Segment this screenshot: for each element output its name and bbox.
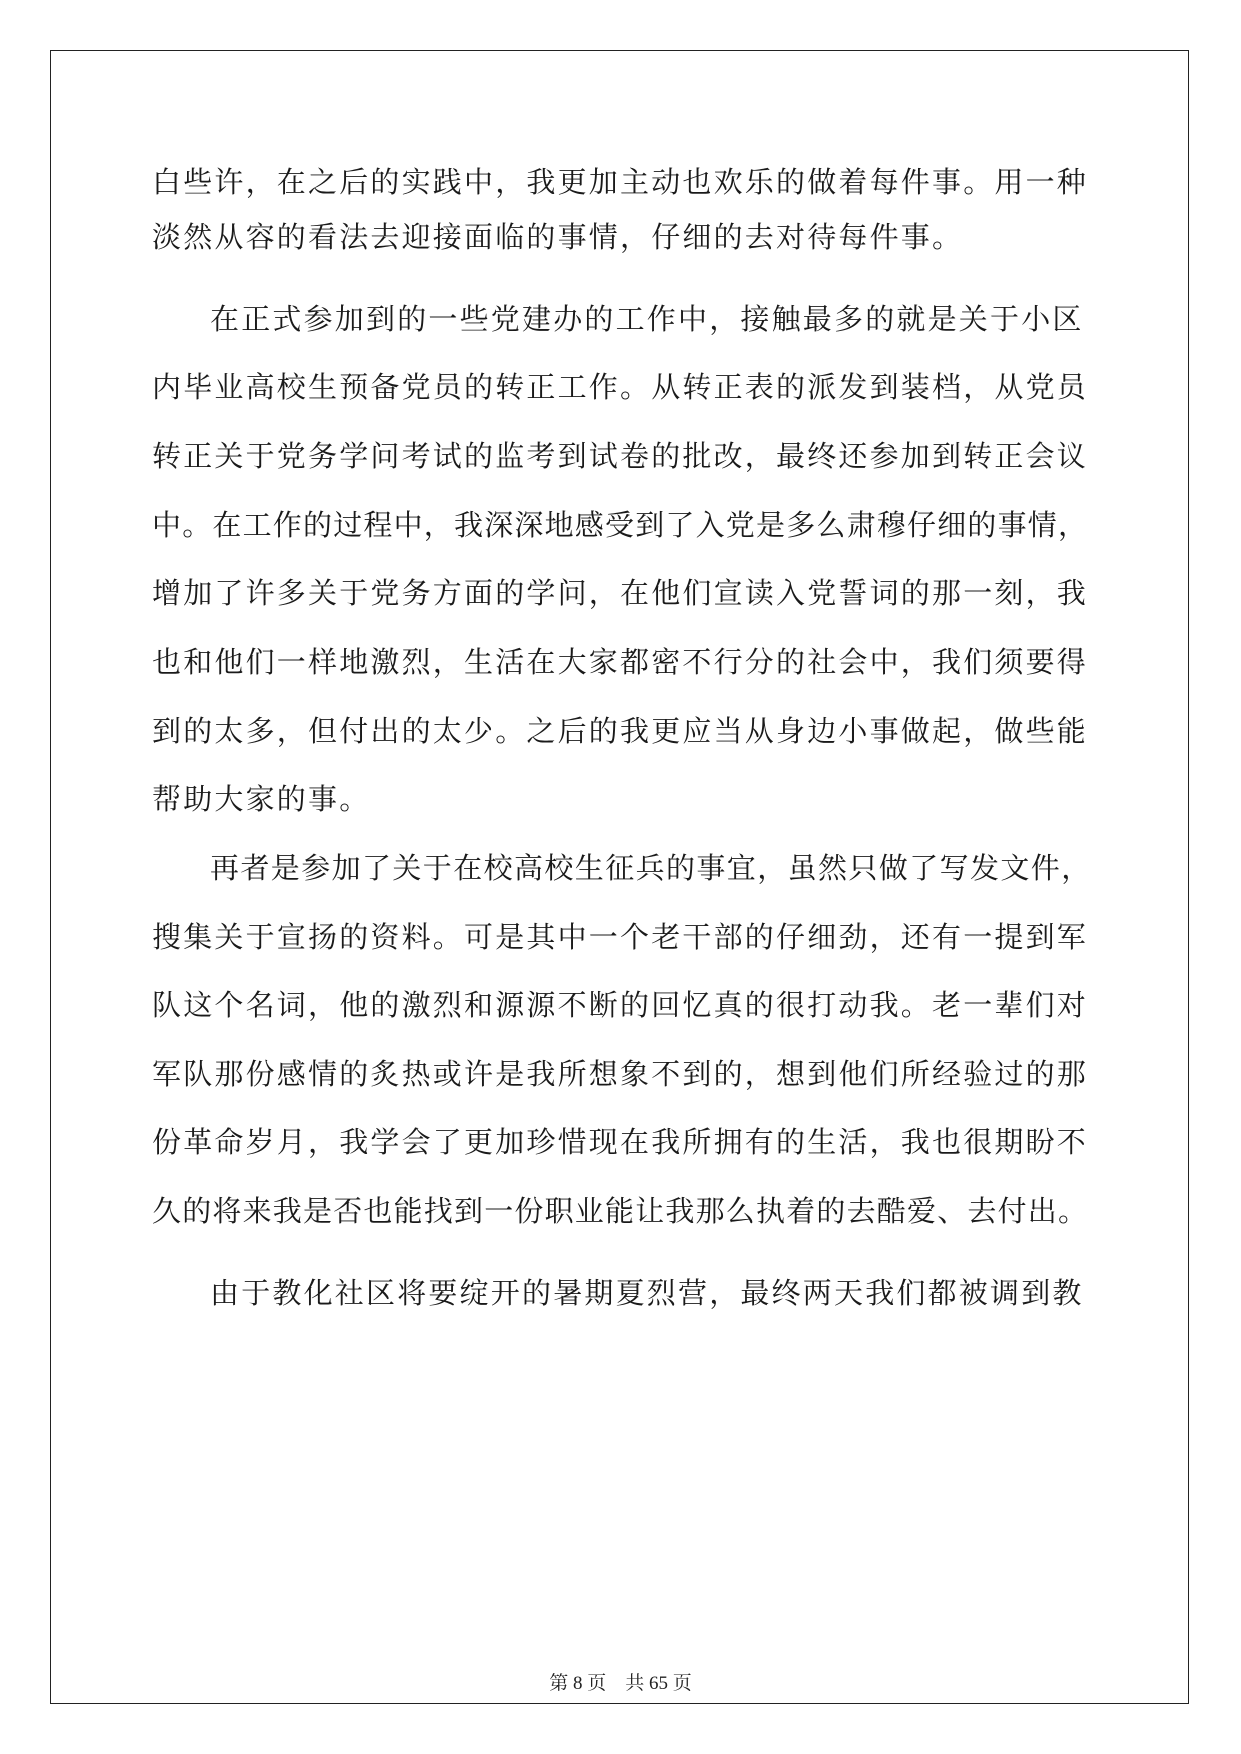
page-number: 第 8 页 (549, 1673, 607, 1694)
text-line: 也和他们一样地激烈，生活在大家都密不行分的社会中，我们须要得 (152, 645, 1089, 679)
text-line: 搜集关于宣扬的资料。可是其中一个老干部的仔细劲，还有一提到军 (152, 920, 1089, 954)
text-line: 增加了许多关于党务方面的学问，在他们宣读入党誓词的那一刻，我 (152, 576, 1089, 610)
page-footer (0, 1672, 1241, 1696)
paragraph-start-line: 再者是参加了关于在校高校生征兵的事宜，虽然只做了写发文件， (210, 851, 1092, 885)
text-line: 中。在工作的过程中，我深深地感受到了入党是多么肃穆仔细的事情， (152, 508, 1089, 542)
text-line: 内毕业高校生预备党员的转正工作。从转正表的派发到装档，从党员 (152, 370, 1089, 404)
text-line: 淡然从容的看法去迎接面临的事情，仔细的去对待每件事。 (152, 220, 964, 254)
total-pages: 共 65 页 (625, 1673, 692, 1694)
text-line: 久的将来我是否也能找到一份职业能让我那么执着的去酷爱、去付出。 (152, 1194, 1089, 1228)
text-line: 转正关于党务学问考试的监考到试卷的批改，最终还参加到转正会议 (152, 439, 1089, 473)
text-line: 到的太多，但付出的太少。之后的我更应当从身边小事做起，做些能 (152, 714, 1089, 748)
text-line: 白些许，在之后的实践中，我更加主动也欢乐的做着每件事。用一种 (152, 165, 1089, 199)
text-line: 队这个名词，他的激烈和源源不断的回忆真的很打动我。老一辈们对 (152, 988, 1089, 1022)
text-line: 份革命岁月，我学会了更加珍惜现在我所拥有的生活，我也很期盼不 (152, 1125, 1089, 1159)
paragraph-start-line: 由于教化社区将要绽开的暑期夏烈营，最终两天我们都被调到教 (210, 1276, 1084, 1310)
text-line: 军队那份感情的炙热或许是我所想象不到的，想到他们所经验过的那 (152, 1057, 1089, 1091)
text-line: 帮助大家的事。 (152, 782, 371, 816)
paragraph-start-line: 在正式参加到的一些党建办的工作中，接触最多的就是关于小区 (210, 302, 1084, 336)
